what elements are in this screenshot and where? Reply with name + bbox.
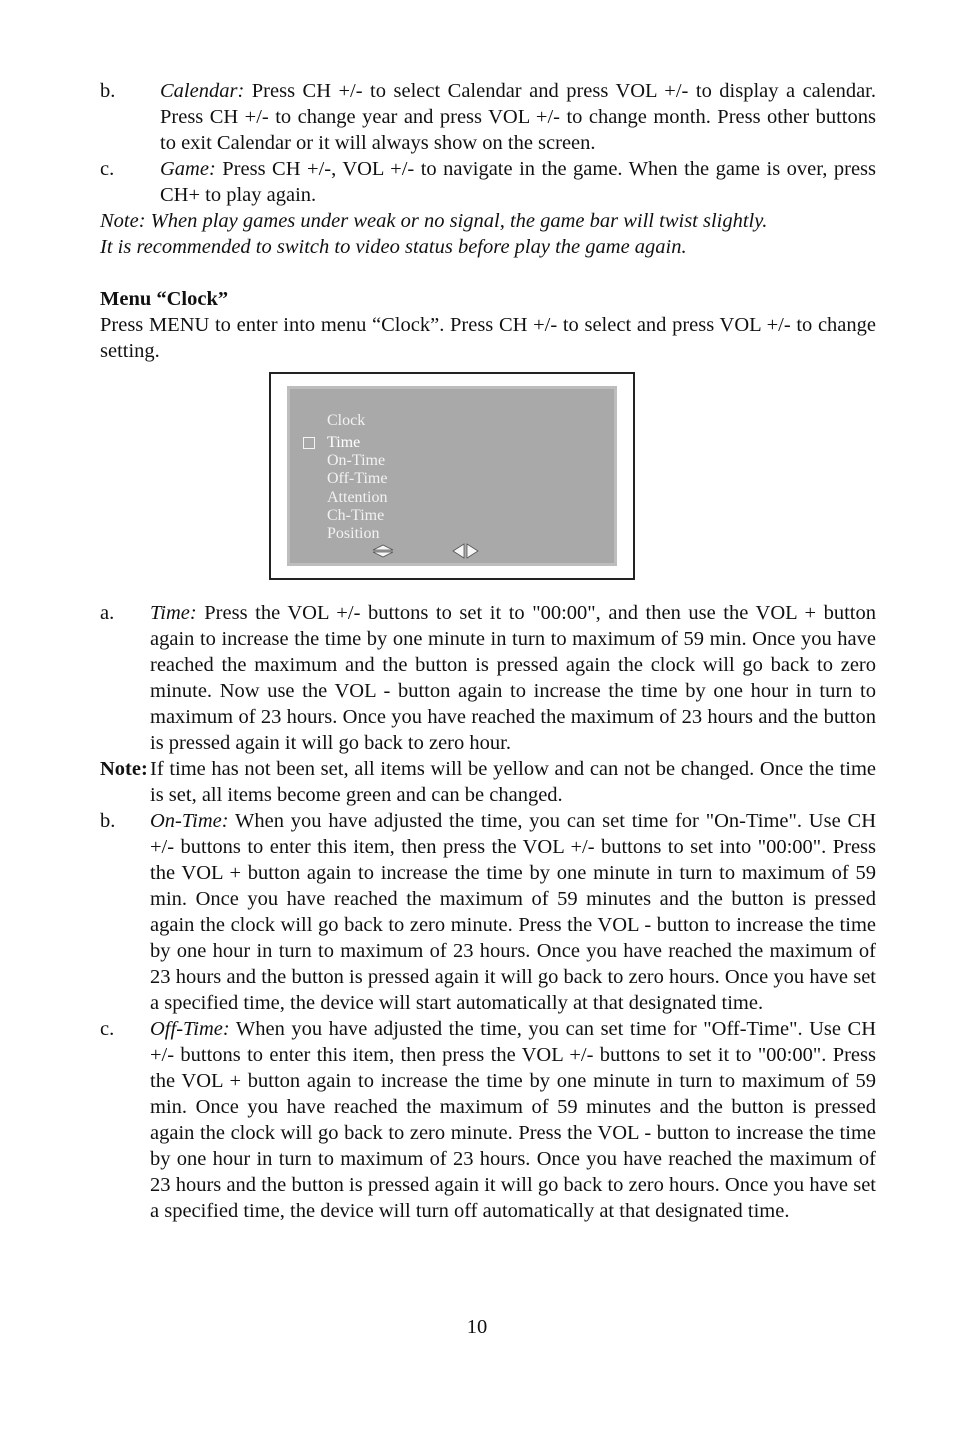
item-lead: Off-Time: — [150, 1018, 230, 1040]
menu-item-off-time: Off-Time — [327, 470, 388, 488]
left-right-arrows-icon — [452, 543, 480, 559]
item-marker: c. — [100, 158, 115, 180]
game-note-line-1: Note: When play games under weak or no signal, the game bar will twist slightly. — [100, 210, 768, 232]
clock-intro: Press MENU to enter into menu “Clock”. Press CH +/- to select and press VOL +/- to change setting. — [100, 314, 876, 362]
item-marker: c. — [100, 1018, 115, 1040]
menu-item-on-time: On-Time — [327, 452, 386, 470]
calendar-item — [100, 78, 876, 156]
menu-title: Clock — [327, 412, 366, 429]
up-down-arrows-icon — [371, 544, 395, 558]
item-marker: b. — [100, 810, 116, 832]
menu-item-time: Time — [327, 434, 361, 451]
menu-list — [327, 434, 387, 543]
item-text: Press the VOL +/- buttons to set it to "00:00", and then use the VOL + button again to increase the time by one minute in turn to maximum of 59 min. Once you have reached the maximum and the button is pressed again the clock will go back to zero minute. Now use the VOL - button again to increase the time by one hour in turn to maximum of 23 hours. Once you have reached the maximum of 23 hours and the button is pressed again it will go back to zero hour. — [150, 602, 876, 754]
game-item — [100, 156, 876, 208]
item-text: When you have adjusted the time, you can set time for "Off-Time". Use CH +/- buttons to enter this item, then press the VOL +/- buttons to set it to "00:00". Press the VOL + button again to increase the time by one minute in turn to maximum of 59 min. Once you have reached the maximum of 59 minutes and the button is pressed again the clock will go back to zero minute. Press the VOL - button to increase the time by one hour in turn to maximum of 23 hours. Once you have reached the maximum of 23 hours and the button is pressed again it will go back to zero hours. Once you have set a specified time, the device will turn off automatically at that designated time. — [150, 1018, 876, 1222]
item-marker: b. — [100, 80, 116, 102]
time-item — [100, 600, 876, 756]
item-text: When you have adjusted the time, you can set time for "On-Time". Use CH +/- buttons to enter this item, then press the VOL +/- buttons to set into "00:00". Press the VOL + button again to increase the time by one minute in turn to maximum of 59 min. Once you have reached the maximum of 59 minutes and the button is pressed again the clock will go back to zero minute. Press the VOL - button to increase the time by one hour in turn to maximum of 23 hours. Once you have reached the maximum of 23 hours and the button is pressed again it will go back to zero hours. Once you have set a specified time, the device will start automatically at that designated time. — [150, 810, 876, 1014]
note-marker: Note: — [100, 758, 148, 780]
item-marker: a. — [100, 602, 115, 624]
item-lead: Time: — [150, 602, 197, 624]
selection-checkbox-icon — [303, 437, 315, 449]
item-lead: Calendar: — [160, 80, 245, 102]
note-text: If time has not been set, all items will be yellow and can not be changed. Once the time is set, all items become green and can be changed. — [150, 758, 876, 806]
off-time-item — [100, 1016, 876, 1224]
item-lead: Game: — [160, 158, 216, 180]
manual-page — [100, 78, 876, 1224]
item-lead: On-Time: — [150, 810, 229, 832]
item-text: Press CH +/-, VOL +/- to navigate in the game. When the game is over, press CH+ to play again. — [160, 158, 876, 206]
game-note-line-2: It is recommended to switch to video status before play the game again. — [100, 236, 687, 258]
page-number: 10 — [466, 1316, 488, 1338]
menu-item-position: Position — [327, 525, 380, 543]
menu-item-ch-time: Ch-Time — [327, 506, 385, 524]
tv-frame — [269, 372, 635, 580]
clock-menu-figure — [100, 372, 876, 590]
time-note — [100, 756, 876, 808]
menu-item-attention: Attention — [327, 488, 388, 506]
clock-heading: Menu “Clock” — [100, 288, 229, 310]
item-text: Press CH +/- to select Calendar and press VOL +/- to display a calendar. Press CH +/- to change year and press VOL +/- to change month. Press other buttons to exit Calendar or it will always show on the screen. — [160, 80, 876, 154]
on-time-item — [100, 808, 876, 1016]
tv-screen — [287, 386, 617, 566]
